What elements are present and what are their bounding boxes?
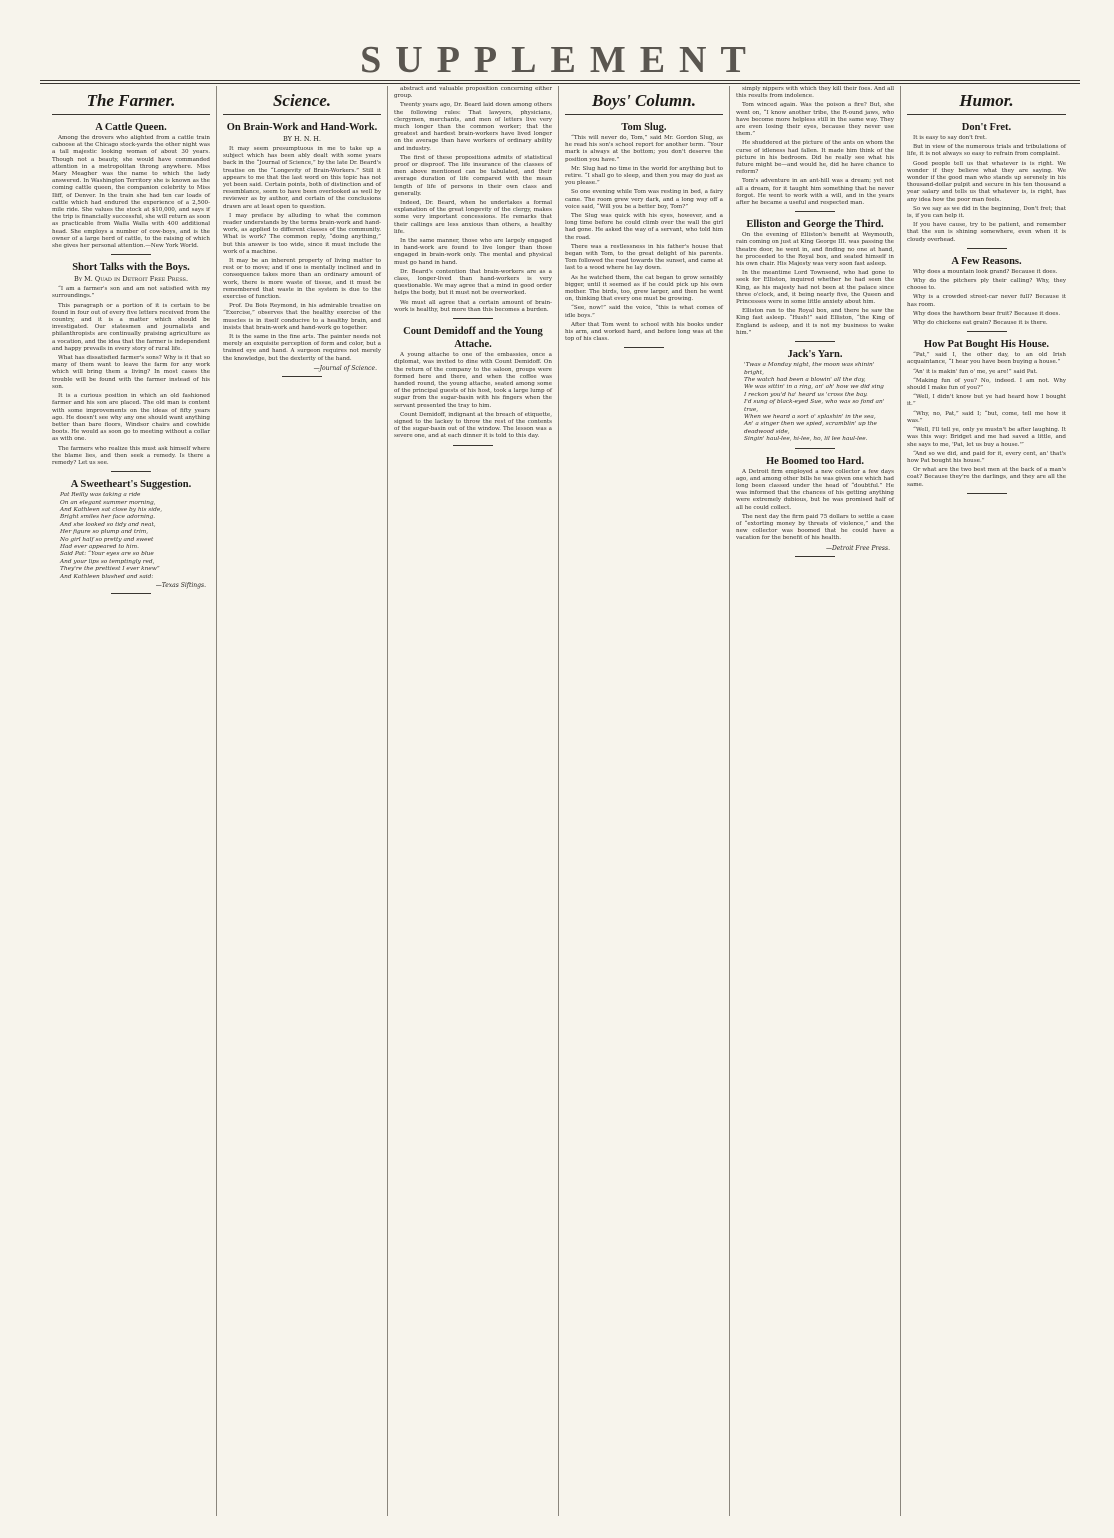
article-paragraph: After that Tom went to school with his books under his arm, and worked hard, and before long was at the top of his class. — [565, 321, 723, 343]
article-headline: Don't Fret. — [961, 122, 1012, 133]
department-rule — [565, 114, 723, 115]
article-separator — [967, 248, 1007, 249]
article-paragraph: A young attache to one of the embassies, once a diplomat, was invited to dine with Count Demidoff. On the return of the company to the saloon, groups were formed here and there, and when the coffee was handed round, the young attache, seated among some of the principal guests of his host, took a large lump of sugar from the sugar-basin with his fingers when the servant presented the tray to him. — [394, 352, 552, 409]
article-paragraph: “Making fun of you? No, indeed. I am not. Why should I make fun of you?” — [907, 377, 1066, 392]
article-paragraph: It may seem presumptuous in me to take up a subject which has been ably dealt with some years back in the “Journal of Science,” by the late Dr. Beard's treatise on the “Longevity of Brain-Workers.” Still it appears to me that the last word on this topic has not yet been said. Certain points, both of distinction and of resemblance, seem to have been overlooked as well by reviewer as by author, and certain of the conclusions drawn are at least open to question. — [223, 146, 381, 210]
verse-line: Her figure so plump and trim, — [60, 529, 149, 536]
article-headline: Jack's Yarn. — [787, 349, 843, 361]
verse-line: And she looked so tidy and neat, — [60, 521, 156, 528]
article-headline: Count Demidoff and the Young Attache. — [403, 326, 543, 351]
column-2 — [217, 86, 388, 1516]
verse-line: The watch had been a blowin' all the day, — [744, 376, 866, 383]
article-paragraph: But in view of the numerous trials and tribulations of life, it is not always so easy to refrain from complaint. — [907, 144, 1066, 158]
article-byline: BY H. N. H. — [283, 135, 321, 143]
verse-line: Had ever appeared to him. — [60, 543, 139, 550]
department-heading: The Farmer. — [86, 91, 176, 110]
article-paragraph: Count Demidoff, indignant at the breach of etiquette, signed to the lackey to throw the rest of the contents of the sugar-basin out of the window. The lesson was a severe one, and at each dinner it is told to this day. — [394, 411, 552, 440]
article-paragraph: So one evening while Tom was resting in bed, a fairy came. The room grew very dark, and a long way off a voice said, “Will you be a better boy, Tom?” — [565, 189, 723, 210]
article-separator — [624, 347, 664, 348]
article-paragraph: So we say as we did in the beginning, Don't fret; that is, if you can help it. — [907, 205, 1066, 220]
department-heading: Humor. — [959, 91, 1014, 110]
verse-line: And Kathleen blushed and said: — [60, 573, 154, 580]
article-headline: How Pat Bought His House. — [923, 339, 1050, 351]
verse-line: And your lips so temptingly red, — [60, 558, 155, 565]
article-paragraph: Dr. Beard's contention that brain-workers are as a class, longer-lived than hand-workers is very questionable. We may agree that a mind in good order helps the body, but it must not be overworked. — [394, 268, 552, 297]
article-paragraph: I may preface by alluding to what the common reader understands by the terms brain-work and hand-work, as applied to different classes of the community. What is work? The common reply, “doing anything,” but this answer is too wide, since it must include the work of a machine. — [223, 212, 381, 255]
article-paragraph: “I am a farmer's son and am not satisfied with my surroundings.” — [52, 286, 210, 300]
article-headline: He Boomed too Hard. — [766, 455, 864, 467]
article-paragraph: It is easy to say don't fret. — [913, 135, 987, 141]
verse-line: Said Pat: “Your eyes are so blue — [60, 551, 154, 558]
verse-line: I reckon you'd ha' heard us 'cross the bay. — [744, 391, 868, 398]
article-source: —Texas Siftings. — [155, 582, 206, 589]
article-paragraph: A Detroit firm employed a new collector a few days ago, and among other bills he was given one which had long been classed under the head of “doubtful.” He was informed that the chances of his getting anything were extremely dubious, but he was promised half of all he could collect. — [736, 468, 894, 511]
verse-line: No girl half so pretty and sweet — [60, 536, 154, 543]
article-paragraph: Tom winced again. Was the poison a fire? But, she went on, “I know another tribe, the R-ound jaws, who have become more helpless still in the same way. They are even losing their eyes, because they never use them.” — [736, 102, 894, 138]
article-paragraph: Indeed, Dr. Beard, when he undertakes a formal explanation of the great longevity of the clergy, makes some very important concessions. He remarks that their callings are less anxious than others, a healthy life. — [394, 200, 552, 235]
article-paragraph: It is the same in the fine arts. The painter needs not merely an exquisite perception of form and color, but a trained eye and hand. A surgeon requires not merely the knowledge, but the dexterity of the hand. — [223, 334, 381, 362]
article-headline: Short Talks with the Boys. — [72, 262, 190, 274]
article-paragraph: Mr. Slug had no time in the world for anything but to retire. “I shall go to sleep, and then you may do just as you please.” — [565, 165, 723, 187]
article-paragraph: In the meantime Lord Townsend, who had gone to seek for Elliston, inquired whether he had seen the King, as his majesty had not been at the palace since three o'clock, and, it being nearly five, the Queen and Princesses were in some little anxiety about him. — [736, 270, 894, 306]
article-paragraph: Why does a mountain look grand? Because it does. — [913, 268, 1058, 275]
article-paragraph: abstract and valuable proposition concerning either group. — [394, 86, 552, 100]
article-paragraph: If you have cause, try to be patient, and remember that the sun is shining somewhere, even when it is cloudy overhead. — [907, 222, 1066, 243]
verse-line: On an elegant summer morning, — [60, 499, 156, 506]
article-separator — [282, 376, 322, 377]
verse-line: Singin' haul-lee, hi-lee, ho, lil lee haul-lee. — [744, 436, 868, 443]
article-separator — [111, 471, 151, 472]
verse-line: We was sittin' in a ring, an' ah' how we did sing — [744, 384, 884, 391]
verse-line: Bright smiles her face adorning. — [60, 514, 156, 521]
article-paragraph: “This will never do, Tom,” said Mr. Gordon Slug, as he read his son's school report for another term. “Your mark is always at the bottom; you don't deserve the position you have.” — [565, 135, 723, 163]
column-4 — [559, 86, 730, 1516]
column-5 — [730, 86, 901, 1516]
article-byline: By M. Quad in Detroit Free Press. — [73, 275, 189, 284]
article-paragraph: It is a curious position in which an old fashioned farmer and his son are placed. The old man is content with some improvements on the ideas of fifty years ago. He doesn't see why any one should want anything better than bare floors, Windsor chairs and cowhide boots. He would as soon go to meeting without a collar as with one. — [52, 393, 210, 443]
article-separator — [967, 493, 1007, 494]
article-paragraph: This paragraph or a portion of it is certain to be found in four out of every five letters received from the country, and it is a matter which should be investigated. Our statesmen and journalists and philanthropists are continually praising agriculture as a vocation, and the idea that the farmer is independent and happy prevails in every story of rural life. — [52, 302, 210, 352]
article-source: —Journal of Science. — [313, 364, 377, 372]
verse-line: They're the prettiest I ever knew” — [60, 566, 160, 573]
article-separator — [795, 448, 835, 449]
article-headline: Elliston and George the Third. — [746, 219, 884, 231]
article-separator — [795, 556, 835, 557]
article-separator — [453, 318, 493, 319]
department-rule — [907, 114, 1066, 115]
column-3 — [388, 86, 559, 1516]
department-heading: Boys' Column. — [592, 91, 696, 110]
newspaper-columns — [46, 86, 1076, 1516]
department-rule — [52, 114, 210, 115]
article-paragraph: Why is a crowded street-car never full? Because it has room. — [907, 294, 1066, 308]
article-paragraph: In the same manner, those who are largely engaged in hand-work are found to live longer than those engaged in brain-work only. The mental and physical must go hand in hand. — [394, 238, 552, 266]
article-paragraph: Why does the hawthorn bear fruit? Because it does. — [913, 310, 1061, 317]
article-paragraph: “Well, I'll tell ye, only ye mustn't be after laughing. It was this way: Bridget and me had saved a little, and she says to me, 'Pat, let us buy a house.'” — [907, 427, 1066, 448]
verse-line: An' a singer then we spied, scramblin' up the deadwood side, — [744, 421, 877, 435]
article-paragraph: Elliston ran to the Royal box, and there he saw the King fast asleep. “Hush!” said Elliston, “the King of England is asleep, and it is not my business to wake him.” — [736, 308, 894, 336]
verse-line: Pat Reilly was taking a ride — [60, 492, 141, 499]
article-separator — [453, 445, 493, 446]
article-paragraph: Tom's adventure in an ant-hill was a dream; yet not all a dream, for it taught him something that he never forgot. He went to work with a will, and in the years after he became a useful and respected man. — [736, 178, 894, 207]
article-paragraph: The next day the firm paid 75 dollars to settle a case of “extorting money by threats of violence,” and the new collector was boomed that he could have a vacation for the benefit of his health. — [736, 513, 894, 542]
article-source: —Detroit Free Press. — [825, 544, 890, 552]
article-paragraph: We must all agree that a certain amount of brain-work is healthy, but more than this becomes a burden. — [394, 299, 552, 313]
article-paragraph: The Slug was quick with his eyes, however, and a long time before he could climb over the wall the girl had gone. He asked the way of a servant, who told him the road. — [565, 213, 723, 241]
article-headline: A Cattle Queen. — [95, 122, 167, 133]
article-separator — [111, 593, 151, 594]
article-paragraph: Among the drovers who alighted from a cattle train caboose at the Chicago stock-yards the other night was a tall majestic looking woman of about 30 years. Though not a beauty, she would have commanded attention in a metropolitan throng anywhere. Miss Mary Meagher was the name to which the lady answered. In Washington Territory she is known as the coming cattle queen, the companion celebrity to Miss Iliff, of Denver. In the train she had ten car loads of cattle which had endured the experience of a 2,500-mile ride. She values the stock at $10,000, and says if the trip is financially successful, she will return as soon as practicable from Walla Walla with 400 additional head. She employs a number of cow-boys, and is the owner of a large herd of cattle, to the raising of which she gives her personal attention.—New York World. — [52, 135, 210, 250]
article-separator — [795, 341, 835, 342]
article-paragraph: Why do the pitchers ply their calling? Why, they choose to. — [907, 278, 1066, 292]
article-paragraph: Or what are the two best men at the back of a man's coat? Because they're the darlings, and they are all the same. — [907, 467, 1066, 488]
article-paragraph: Twenty years ago, Dr. Beard laid down among others the following rules: That lawyers, physicians, clergymen, merchants, and men of letters live very much longer than the common worker; that the greatest and hardest brain-workers have lived longer on the average than have workers of ordinary ability and industry. — [394, 102, 552, 152]
article-paragraph: What has dissatisfied farmer's sons? Why is it that so many of them want to leave the farm for any work which will bring them a living? In most cases the trouble will be found with the farmer instead of his son. — [52, 355, 210, 390]
top-rule-double — [40, 83, 1080, 84]
column-6 — [901, 86, 1072, 1516]
article-separator — [967, 331, 1007, 332]
article-paragraph: He shuddered at the picture of the ants on whom the curse of idleness had fallen. It made him think of the picture in his bedroom. Did he really see what his future might be—and would he, did he have chance to reform? — [736, 140, 894, 176]
masthead-title: SUPPLEMENT — [360, 39, 760, 81]
department-heading: Science. — [272, 91, 332, 110]
article-paragraph: “An' it is makin' fun o' me, ye are!” said Pat. — [913, 368, 1038, 375]
article-headline: Tom Slug. — [621, 122, 667, 133]
article-paragraph: “Why, no, Pat,” said I; “but, come, tell me how it was.” — [907, 410, 1066, 424]
article-headline: A Few Reasons. — [951, 255, 1022, 267]
article-paragraph: On the evening of Elliston's benefit at Weymouth, rain coming on just at King George III. was passing the theatre door, he went in, and finding no one at hand, he proceeded to the Royal box, and seated himself in his own chair. His Majesty was very soon fast asleep. — [736, 232, 894, 268]
article-headline: On Brain-Work and Hand-Work. — [226, 122, 378, 133]
column-1 — [46, 86, 217, 1516]
article-paragraph: The first of these propositions admits of statistical proof or disproof. The life insurance of the classes of men above mentioned can be tabulated, and their average duration of life compared with the mean length of life of persons in their own class and generally. — [394, 154, 552, 197]
article-paragraph: Prof. Du Bois Reymond, in his admirable treatise on “Exercise,” observes that the healthy exercise of the muscles is in itself conducive to a healthy brain, and insists that brain-work and hand-work go together. — [223, 303, 381, 331]
article-paragraph: The farmers who realize this must ask himself where the blame lies, and then seek a remedy. Is there a remedy? Let us see. — [52, 445, 210, 466]
department-rule — [223, 114, 381, 115]
verse-line: And Kathleen sat close by his side, — [60, 506, 163, 513]
article-paragraph: “See, now!” said the voice, “this is what comes of idle boys.” — [565, 305, 723, 319]
verse-line: When we heard a sort o' splashin' in the sea, — [744, 413, 876, 420]
article-separator — [795, 211, 835, 212]
article-paragraph: simply nippers with which they kill their foes. And all this results from indolence. — [736, 86, 894, 100]
article-paragraph: There was a restlessness in his father's house that began with Tom, to the great delight of his parents. Tom followed the road towards the sunset, and came at last to a wood where he lay down. — [565, 243, 723, 272]
article-paragraph: Good people tell us that whatever is is right. We wonder if they believe what they are saying. We wonder if the good man who stands up serenely in his thousand-dollar pulpit and secure in his ten thousand a year salary and tells us that whatever is, is right, has any idea how the poor man feels. — [907, 160, 1066, 203]
article-paragraph: It may be an inherent property of living matter to rest or to move; and if one is mentally inclined and in consequence takes more than an ordinary amount of work, there is more waste of tissue, and it must be remembered that waste in the system is due to the exercise of function. — [223, 258, 381, 301]
article-headline: A Sweetheart's Suggestion. — [70, 479, 192, 491]
article-separator — [111, 254, 151, 255]
article-paragraph: As he watched them, the cat began to grow sensibly bigger, until it seemed as if he could pick up his own mother. The birds, too, grew larger, and then he went on, thinking that every one must be growing. — [565, 274, 723, 303]
verse-line: I'd sung of black-eyed Sue, who was so fond an' true, — [744, 399, 885, 413]
verse-line: 'Twas a Monday night, the moon was shinin' bright, — [744, 362, 875, 376]
article-paragraph: Why do chickens eat grain? Because it is there. — [913, 320, 1048, 327]
article-paragraph: “And so we did, and paid for it, every cent, an' that's how Pat bought his house.” — [907, 450, 1066, 464]
top-rule — [40, 80, 1080, 81]
article-paragraph: “Well, I didn't know but ye had heard how I bought it.” — [907, 394, 1066, 408]
article-paragraph: “Pat,” said I, the other day, to an old Irish acquaintance, “I hear you have been buying a house.” — [907, 352, 1066, 366]
